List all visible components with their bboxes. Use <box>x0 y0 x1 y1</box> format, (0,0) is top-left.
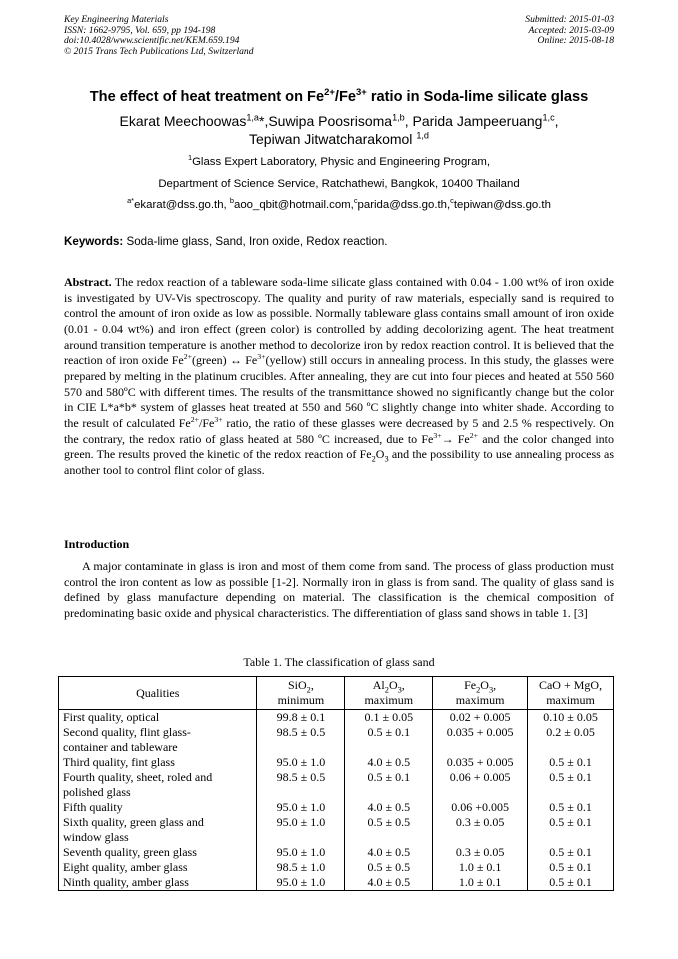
fe2o3-cell: 0.06 +0.005 <box>433 800 528 815</box>
al2o3-cell: 0.5 ± 0.5 <box>345 815 433 845</box>
journal-header <box>64 15 254 57</box>
fe2o3-cell: 0.06 + 0.005 <box>433 770 528 800</box>
sio2-cell: 99.8 ± 0.1 <box>257 710 345 726</box>
quality-cell: Eight quality, amber glass <box>59 860 257 875</box>
copyright-line: © 2015 Trans Tech Publications Ltd, Switzerland <box>64 45 254 57</box>
author-line-2: Tepiwan Jitwatcharakomol $^{1,d}$ <box>249 130 429 147</box>
table-row <box>59 800 614 815</box>
al2o3-cell: 4.0 ± 0.5 <box>345 800 433 815</box>
header-cao-mgo: CaO + MgO, maximum <box>528 677 614 710</box>
sio2-cell: 95.0 ± 1.0 <box>257 875 345 891</box>
al2o3-cell: 4.0 ± 0.5 <box>345 755 433 770</box>
header-al2o3: $Al_2O_3$, maximum <box>345 677 433 710</box>
header-qualities: Qualities <box>59 677 257 710</box>
al2o3-cell: 4.0 ± 0.5 <box>345 875 433 891</box>
online-date: Online: 2015-08-18 <box>537 35 614 47</box>
author-list <box>40 112 638 148</box>
table-row <box>59 755 614 770</box>
sio2-cell: 95.0 ± 1.0 <box>257 815 345 845</box>
cao-mgo-cell: 0.2 ± 0.05 <box>528 725 614 755</box>
introduction-heading: Introduction <box>64 537 130 551</box>
table-row <box>59 845 614 860</box>
table-row <box>59 815 614 845</box>
table-row <box>59 770 614 800</box>
sio2-cell: 95.0 ± 1.0 <box>257 800 345 815</box>
cao-mgo-cell: 0.5 ± 0.1 <box>528 860 614 875</box>
quality-cell: Ninth quality, amber glass <box>59 875 257 891</box>
cao-mgo-cell: 0.5 ± 0.1 <box>528 845 614 860</box>
table-row <box>59 710 614 726</box>
header-fe2o3: $Fe_2O_3$, maximum <box>433 677 528 710</box>
table-row <box>59 725 614 755</box>
table-row <box>59 860 614 875</box>
fe2o3-cell: 0.035 + 0.005 <box>433 755 528 770</box>
quality-cell: Fourth quality, sheet, roled and polished glass <box>59 770 257 800</box>
paper-title: The effect of heat treatment on $Fe^{2+}/Fe^{3+}$ ratio in Soda-lime silicate glass <box>89 87 589 105</box>
glass-sand-table <box>58 676 614 891</box>
fe2o3-cell: 0.02 + 0.005 <box>433 710 528 726</box>
al2o3-cell: 0.1 ± 0.05 <box>345 710 433 726</box>
accepted-date: Accepted: 2015-03-09 <box>528 24 614 36</box>
abstract-paragraph: Abstract. The redox reaction of a tableware soda-lime silicate glass contained with 0.04 - 1.00 wt% of iron oxide is investigated by UV-Vis spectroscopy. The quality and purity of raw materials, especially sand is required to control the amount of iron oxide as low as possible. Normally tableware glass contains small amount of iron oxide (0.01 - 0.04 wt%) and iron effect (green color) is controlled by adding decolorizing agent. The heat treatment around transition temperature is another method to decolorize iron by redox reaction control. It is believed that the reaction of iron oxide $Fe^{2+}(green)$ ↔ $Fe^{3+}(yellow)$ still occurs in annealing process. In this study, the glasses were prepared by melting in the platinum crucibles. After annealing, they are cut into four pieces and heated at 550 560 570 and 580ºC with different times. The results of the transmittance showed no significantly change but the color in CIE L*a*b* system of glasses heat treated at 550 and 560 ºC slightly change into whiter shade. According to the result of calculated $Fe^{2+}/Fe^{3+}$ ratio, the ratio of these glasses were decreased by 5 and 2.5 % respectively. On the contrary, the redox ratio of glass heated at 580 ºC increased, due to $Fe^{3+}\to Fe^{2+}$ and the color changed into green. The results proved the kinetic of the redox reaction of $Fe_2O_3$ and the possibility to use annealing process as another tool to control flint color of glass. <box>64 275 615 477</box>
keywords-label: Keywords: <box>64 235 124 248</box>
al2o3-cell: 0.5 ± 0.1 <box>345 725 433 755</box>
keywords-line <box>64 235 388 248</box>
fe2o3-cell: 0.035 + 0.005 <box>433 725 528 755</box>
affiliation-line-1: $^1$Glass Expert Laboratory, Physic and Engineering Program, <box>187 153 491 168</box>
doi-line: doi:10.4028/www.scientific.net/KEM.659.194 <box>64 35 240 47</box>
fe2o3-cell: 0.3 ± 0.05 <box>433 845 528 860</box>
author-line-1: Ekarat Meechoowas$^{1,a}$*,Suwipa Poosrisoma$^{1,b}$, Parida Jampeeruang$^{1,c}$, <box>119 112 559 129</box>
fe2o3-cell: 1.0 ± 0.1 <box>433 875 528 891</box>
quality-cell: Sixth quality, green glass and window glass <box>59 815 257 845</box>
introduction-paragraph: A major contaminate in glass is iron and most of them come from sand. The process of glass production must control the iron content as low as possible [1-2]. Normally iron in glass is from sand. The quality of glass sand is defined by glass manufacture depending on material. The classification is the chemical composition of predominating basic oxide and physical characteristics. The differentiation of glass sand shows in table 1. [3] <box>64 559 614 620</box>
header-sio2: SiO$_2$, minimum <box>257 677 345 710</box>
keywords-text: Soda-lime glass, Sand, Iron oxide, Redox reaction. <box>123 235 388 248</box>
email-line: $^{a*}$ekarat@dss.go.th, $^b$aoo_qbit@hotmail.com,$^c$parida@dss.go.th,$^c$tepiwan@dss.go.th <box>127 196 551 211</box>
sio2-cell: 95.0 ± 1.0 <box>257 845 345 860</box>
cao-mgo-cell: 0.10 ± 0.05 <box>528 710 614 726</box>
al2o3-cell: 4.0 ± 0.5 <box>345 845 433 860</box>
quality-cell: First quality, optical <box>59 710 257 726</box>
abstract-label: Abstract. <box>64 275 112 289</box>
quality-cell: Seventh quality, green glass <box>59 845 257 860</box>
fe2o3-cell: 0.3 ± 0.05 <box>433 815 528 845</box>
cao-mgo-cell: 0.5 ± 0.1 <box>528 770 614 800</box>
cao-mgo-cell: 0.5 ± 0.1 <box>528 815 614 845</box>
table-caption: Table 1. The classification of glass sand <box>243 655 435 669</box>
cao-mgo-cell: 0.5 ± 0.1 <box>528 800 614 815</box>
journal-name: Key Engineering Materials <box>64 14 169 25</box>
quality-cell: Fifth quality <box>59 800 257 815</box>
table-row <box>59 875 614 891</box>
submitted-date: Submitted: 2015-01-03 <box>525 14 614 25</box>
cao-mgo-cell: 0.5 ± 0.1 <box>528 875 614 891</box>
al2o3-cell: 0.5 ± 0.5 <box>345 860 433 875</box>
sio2-cell: 98.5 ± 0.5 <box>257 725 345 755</box>
sio2-cell: 98.5 ± 0.5 <box>257 770 345 800</box>
cao-mgo-cell: 0.5 ± 0.1 <box>528 755 614 770</box>
issn-line: ISSN: 1662-9795, Vol. 659, pp 194-198 <box>64 24 216 36</box>
sio2-cell: 98.5 ± 1.0 <box>257 860 345 875</box>
dates-header <box>525 15 614 47</box>
al2o3-cell: 0.5 ± 0.1 <box>345 770 433 800</box>
fe2o3-cell: 1.0 ± 0.1 <box>433 860 528 875</box>
sio2-cell: 95.0 ± 1.0 <box>257 755 345 770</box>
quality-cell: Second quality, flint glass- container and tableware <box>59 725 257 755</box>
table-header-row <box>59 677 614 710</box>
quality-cell: Third quality, fint glass <box>59 755 257 770</box>
affiliation-line-2: Department of Science Service, Ratchathewi, Bangkok, 10400 Thailand <box>158 178 520 190</box>
